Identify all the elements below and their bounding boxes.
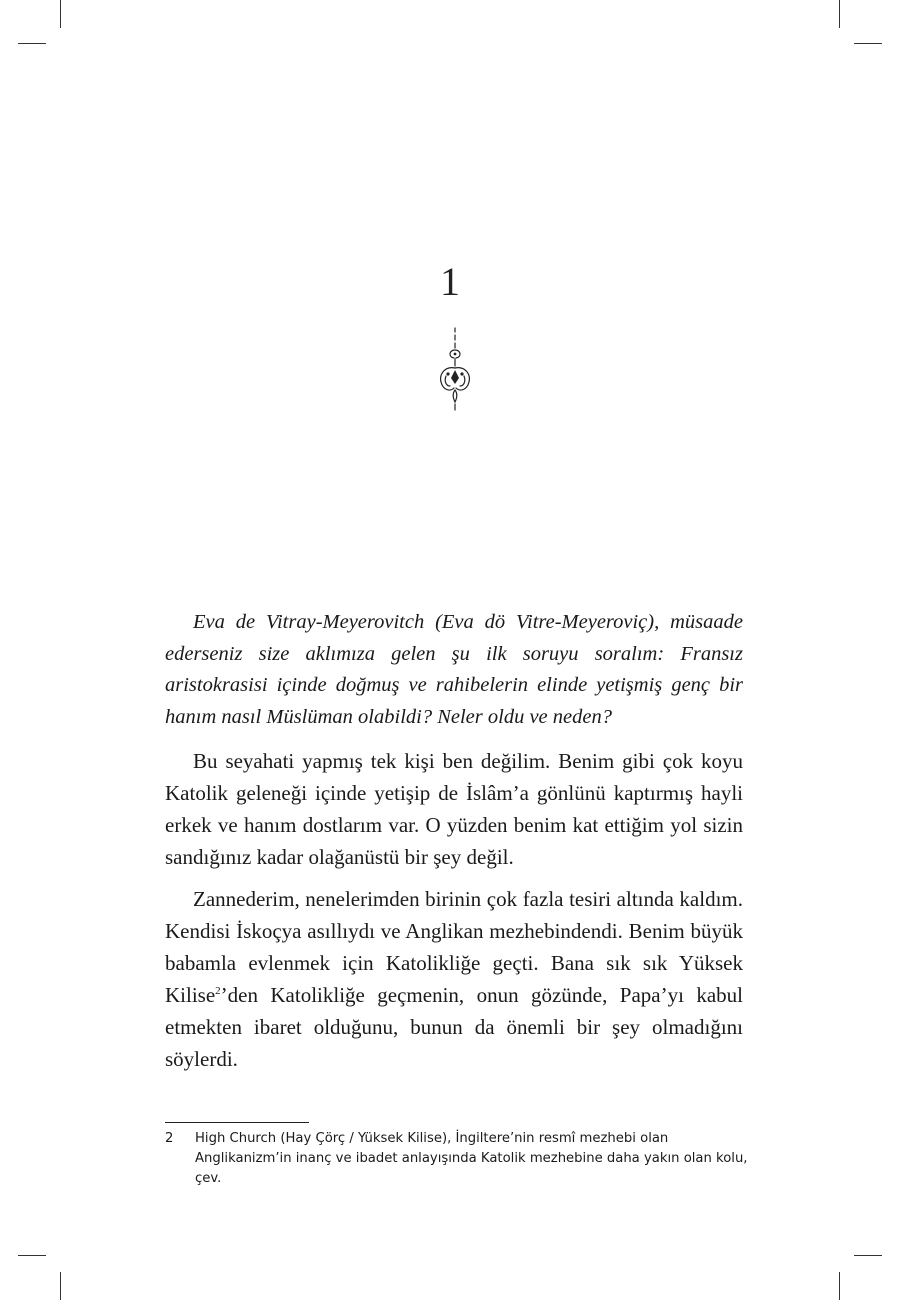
- crop-mark: [839, 1272, 840, 1300]
- footnote-text: High Church (Hay Çörç / Yüksek Kilise), İngiltere’nin resmî mezhebi olan Anglikanizm’in inanç ve ibadet anlayışında Katolik mezhebine daha yakın olan kolu, çev.: [195, 1131, 748, 1186]
- crop-mark: [18, 1255, 46, 1256]
- crop-mark: [60, 0, 61, 28]
- chapter-number: 1: [440, 259, 460, 304]
- answer-paragraph: Bu seyahati yapmış tek kişi ben değilim. Benim gibi çok koyu Katolik geleneği içinde yetişip de İslâm’a gönlünü kaptırmış hayli erkek ve hanım dostlarım var. O yüzden benim kat ettiğim yol sizin sandığınız kadar olağanüstü bir şey değil.: [165, 749, 743, 869]
- answer-text: Zannederim, nenelerimden birinin çok fazla tesiri altında kaldım. Kendisi İskoçya asıllıydı ve Anglikan mezhebindendi. Benim büyük babamla evlenmek için Katolikliğe geçti. Bana sık sık Yüksek Kilise: [165, 887, 743, 1007]
- crop-mark: [854, 43, 882, 44]
- footnote-divider: [165, 1122, 309, 1123]
- crop-mark: [18, 43, 46, 44]
- footnote: [165, 1129, 755, 1189]
- crop-mark: [60, 1272, 61, 1300]
- footnote-reference: 2: [215, 985, 221, 997]
- floral-ornament-icon: [435, 326, 475, 412]
- interview-question: [165, 607, 743, 733]
- footnote-number: 2: [165, 1131, 174, 1146]
- question-paragraph: Eva de Vitray-Meyerovitch (Eva dö Vitre-Meyeroviç), müsaade ederseniz size aklımıza gelen şu ilk soruyu soralım: Fransız aristokrasisi içinde doğmuş ve rahibelerin elinde yetişmiş genç bir hanım nasıl Müslüman olabildi? Neler oldu ve neden?: [165, 611, 743, 728]
- answer-text: ’den Katolikliğe geçmenin, onun gözünde, Papa’yı kabul etmekten ibaret olduğunu, bunun da önemli bir şey olmadığını söylerdi.: [165, 983, 743, 1071]
- crop-mark: [839, 0, 840, 28]
- answer-paragraph: [165, 883, 743, 1075]
- interview-answer: [165, 745, 743, 1075]
- crop-mark: [854, 1255, 882, 1256]
